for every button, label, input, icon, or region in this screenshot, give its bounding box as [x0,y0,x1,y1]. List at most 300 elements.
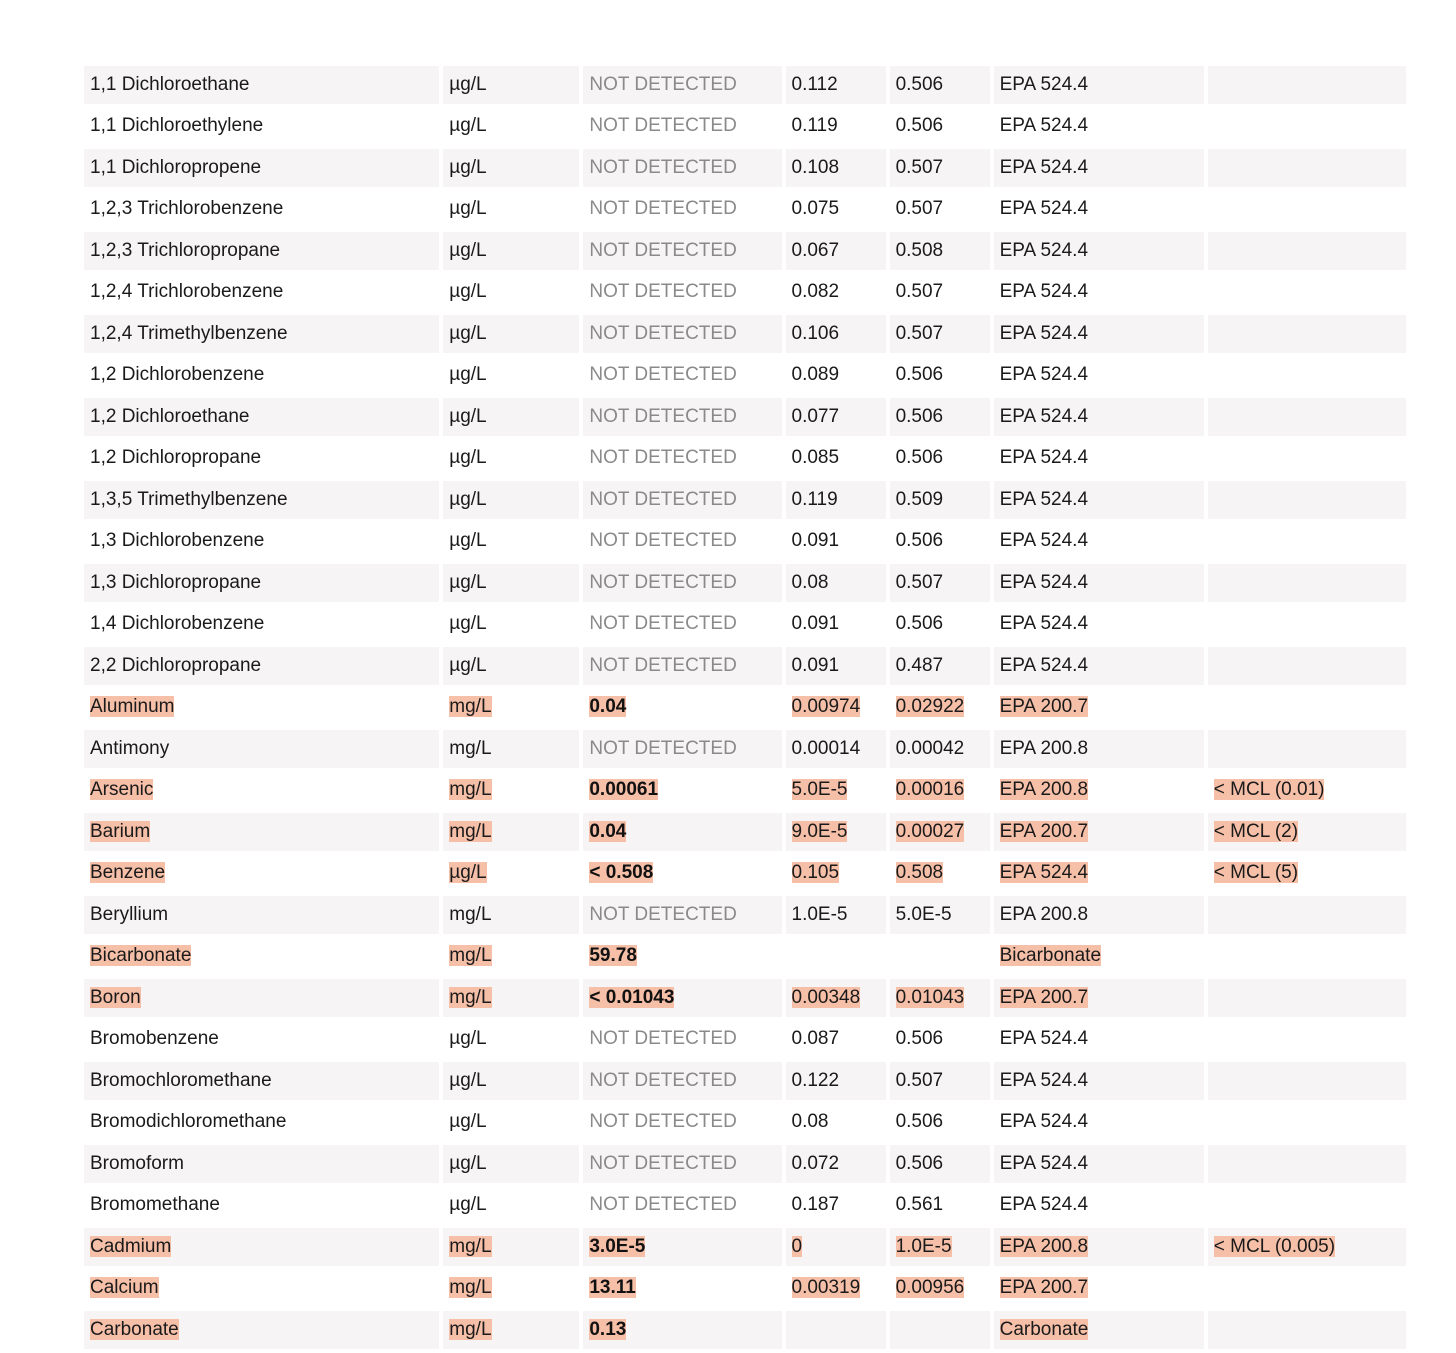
analyte-name [84,440,439,478]
mcl-note-cell [1208,647,1406,685]
unit-cell [443,1187,579,1225]
analyte-name [84,398,439,436]
mcl-note-cell [1208,606,1406,644]
unit-cell-text: mg/L [449,1318,492,1340]
mdl-cell-text: 0.00014 [791,737,861,759]
analyte-name [84,1311,439,1349]
mdl-cell-text: 0.075 [791,198,840,220]
rl-cell [890,274,990,312]
analyte-name [84,1104,439,1142]
result-cell-text: NOT DETECTED [589,364,737,386]
method-cell [994,274,1204,312]
result-cell-text: < 0.01043 [589,986,675,1008]
result-cell [583,730,781,768]
rl-cell-text: 0.506 [895,364,944,386]
unit-cell [443,523,579,561]
rl-cell [890,1187,990,1225]
method-cell-text: EPA 200.8 [999,903,1089,925]
mdl-cell-text: 0.072 [791,1152,840,1174]
result-cell-text: NOT DETECTED [589,447,737,469]
method-cell [994,772,1204,810]
unit-cell [443,357,579,395]
rl-cell [890,357,990,395]
method-cell [994,813,1204,851]
unit-cell-text: µg/L [449,447,487,469]
method-cell [994,564,1204,602]
method-cell [994,66,1204,104]
analyte-name [84,938,439,976]
method-cell-text: EPA 200.7 [999,986,1089,1008]
analyte-name [84,1062,439,1100]
unit-cell [443,1062,579,1100]
mcl-note-cell [1208,232,1406,270]
rl-cell-text: 0.508 [895,239,944,261]
result-cell-text: NOT DETECTED [589,1111,737,1133]
mdl-cell-text: 0.091 [791,613,840,635]
table-row [84,772,1406,810]
unit-cell [443,315,579,353]
rl-cell-text: 0.506 [895,1111,944,1133]
analyte-name [84,1021,439,1059]
result-cell [583,398,781,436]
result-cell-text: NOT DETECTED [589,1194,737,1216]
rl-cell-text: 5.0E-5 [895,903,952,925]
unit-cell [443,191,579,229]
result-cell [583,523,781,561]
analyte-name [84,481,439,519]
method-cell [994,357,1204,395]
analyte-name [84,772,439,810]
method-cell-text: EPA 200.8 [999,737,1089,759]
method-cell-text: EPA 524.4 [999,239,1089,261]
rl-cell-text: 0.507 [895,571,944,593]
table-row [84,1104,1406,1142]
mdl-cell [786,564,886,602]
rl-cell-text: 0.561 [895,1194,944,1216]
unit-cell-text: µg/L [449,654,487,676]
mdl-cell-text: 0.106 [791,322,840,344]
result-cell [583,1270,781,1308]
method-cell [994,1270,1204,1308]
result-cell [583,357,781,395]
mdl-cell-text: 0.089 [791,364,840,386]
method-cell-text: EPA 524.4 [999,1111,1089,1133]
rl-cell-text: 0.508 [895,862,944,884]
table-row [84,398,1406,436]
mcl-note-cell [1208,1104,1406,1142]
unit-cell-text: µg/L [449,1194,487,1216]
analyte-name-text: Benzene [90,862,166,884]
method-cell-text: EPA 200.8 [999,779,1089,801]
analyte-name-text: Beryllium [90,903,169,925]
result-cell-text: 59.78 [589,945,637,967]
method-cell [994,1187,1204,1225]
rl-cell [890,481,990,519]
mdl-cell-text: 0.087 [791,1028,840,1050]
method-cell-text: EPA 200.7 [999,1277,1089,1299]
analyte-name [84,315,439,353]
analyte-name [84,1145,439,1183]
result-cell [583,606,781,644]
method-cell-text: Carbonate [999,1318,1089,1340]
mcl-note-cell [1208,149,1406,187]
table-row [84,1062,1406,1100]
method-cell-text: EPA 524.4 [999,862,1089,884]
result-cell-text: NOT DETECTED [589,903,737,925]
mdl-cell [786,813,886,851]
table-row [84,357,1406,395]
table-row [84,1021,1406,1059]
rl-cell-text: 0.487 [895,654,944,676]
rl-cell [890,689,990,727]
method-cell-text: EPA 524.4 [999,1194,1089,1216]
rl-cell [890,315,990,353]
method-cell-text: EPA 524.4 [999,488,1089,510]
rl-cell-text: 0.02922 [895,696,965,718]
mdl-cell [786,357,886,395]
result-cell [583,1145,781,1183]
method-cell-text: Bicarbonate [999,945,1102,967]
unit-cell [443,1270,579,1308]
mcl-note-cell-text: < MCL (0.005) [1213,1235,1336,1257]
unit-cell-text: mg/L [449,1235,492,1257]
analyte-name-text: Bromomethane [90,1194,220,1216]
mcl-note-cell [1208,191,1406,229]
result-cell-text: NOT DETECTED [589,73,737,95]
method-cell [994,315,1204,353]
table-row [84,191,1406,229]
result-cell [583,232,781,270]
mcl-note-cell [1208,730,1406,768]
mcl-note-cell [1208,108,1406,146]
analyte-name-text: Bicarbonate [90,945,192,967]
mcl-note-cell [1208,564,1406,602]
mdl-cell [786,896,886,934]
table-row [84,523,1406,561]
unit-cell-text: µg/L [449,73,487,95]
analyte-name-text: Calcium [90,1277,159,1299]
table-row [84,66,1406,104]
analyte-name-text: Bromobenzene [90,1028,219,1050]
unit-cell [443,606,579,644]
method-cell [994,440,1204,478]
method-cell-text: EPA 524.4 [999,654,1089,676]
method-cell [994,1311,1204,1349]
unit-cell-text: mg/L [449,820,492,842]
analyte-name-text: 1,3 Dichloropropane [90,571,262,593]
result-cell-text: NOT DETECTED [589,281,737,303]
analyte-name [84,813,439,851]
rl-cell-text: 0.506 [895,530,944,552]
rl-cell-text: 0.507 [895,322,944,344]
mcl-note-cell [1208,1270,1406,1308]
unit-cell [443,232,579,270]
unit-cell-text: µg/L [449,156,487,178]
rl-cell-text: 0.506 [895,1028,944,1050]
mcl-note-cell [1208,1021,1406,1059]
unit-cell [443,938,579,976]
analyte-name-text: 1,2,4 Trichlorobenzene [90,281,284,303]
unit-cell-text: µg/L [449,198,487,220]
mdl-cell-text: 0.00348 [791,986,861,1008]
method-cell [994,855,1204,893]
method-cell-text: EPA 524.4 [999,73,1089,95]
result-cell [583,896,781,934]
rl-cell [890,66,990,104]
mdl-cell [786,979,886,1017]
mcl-note-cell [1208,274,1406,312]
result-cell [583,772,781,810]
mdl-cell [786,66,886,104]
unit-cell [443,398,579,436]
rl-cell [890,1145,990,1183]
unit-cell-text: µg/L [449,1069,487,1091]
rl-cell-text: 0.506 [895,73,944,95]
method-cell-text: EPA 524.4 [999,1152,1089,1174]
unit-cell-text: mg/L [449,696,492,718]
result-cell [583,689,781,727]
unit-cell-text: mg/L [449,903,492,925]
mdl-cell-text: 0.00319 [791,1277,861,1299]
rl-cell-text: 0.506 [895,447,944,469]
table-row [84,855,1406,893]
analyte-name-text: 1,2 Dichloroethane [90,405,250,427]
mdl-cell [786,606,886,644]
unit-cell-text: mg/L [449,737,492,759]
table-row [84,1311,1406,1349]
rl-cell [890,149,990,187]
table-row [84,730,1406,768]
table-row [84,938,1406,976]
result-cell-text: 0.04 [589,820,627,842]
table-row [84,606,1406,644]
mdl-cell [786,1021,886,1059]
analyte-name-text: Antimony [90,737,170,759]
mdl-cell-text: 0.082 [791,281,840,303]
rl-cell-text: 0.01043 [895,986,965,1008]
analyte-name-text: 1,1 Dichloroethane [90,73,250,95]
mcl-note-cell [1208,938,1406,976]
unit-cell [443,647,579,685]
rl-cell [890,108,990,146]
mcl-note-cell [1208,357,1406,395]
results-table [80,62,1410,1353]
mcl-note-cell [1208,772,1406,810]
result-cell [583,191,781,229]
unit-cell [443,66,579,104]
method-cell-text: EPA 524.4 [999,156,1089,178]
result-cell-text: < 0.508 [589,862,654,884]
mcl-note-cell [1208,1187,1406,1225]
mdl-cell-text: 0.091 [791,654,840,676]
result-cell [583,1021,781,1059]
analyte-name-text: 1,3,5 Trimethylbenzene [90,488,288,510]
result-cell [583,66,781,104]
unit-cell-text: µg/L [449,1152,487,1174]
result-cell-text: NOT DETECTED [589,322,737,344]
analyte-name-text: Aluminum [90,696,175,718]
results-body [84,66,1406,1349]
unit-cell-text: mg/L [449,945,492,967]
mcl-note-cell [1208,1062,1406,1100]
mcl-note-cell [1208,398,1406,436]
rl-cell [890,1104,990,1142]
mdl-cell [786,938,886,976]
result-cell [583,1187,781,1225]
table-row [84,232,1406,270]
rl-cell-text: 0.00956 [895,1277,965,1299]
analyte-name [84,523,439,561]
method-cell [994,1104,1204,1142]
mdl-cell [786,1062,886,1100]
table-row [84,440,1406,478]
mdl-cell [786,232,886,270]
rl-cell-text: 0.00042 [895,737,965,759]
unit-cell-text: µg/L [449,239,487,261]
mdl-cell [786,523,886,561]
rl-cell-text: 0.506 [895,1152,944,1174]
mdl-cell-text: 0.091 [791,530,840,552]
mcl-note-cell [1208,979,1406,1017]
rl-cell-text: 0.507 [895,1069,944,1091]
unit-cell-text: mg/L [449,779,492,801]
unit-cell [443,1104,579,1142]
method-cell [994,481,1204,519]
mdl-cell [786,855,886,893]
rl-cell [890,772,990,810]
rl-cell [890,1311,990,1349]
result-cell-text: NOT DETECTED [589,156,737,178]
mcl-note-cell [1208,523,1406,561]
mdl-cell-text: 0.119 [791,488,838,510]
rl-cell [890,896,990,934]
mcl-note-cell-text: < MCL (0.01) [1213,779,1325,801]
mcl-note-cell [1208,855,1406,893]
mdl-cell [786,481,886,519]
rl-cell [890,730,990,768]
result-cell-text: NOT DETECTED [589,488,737,510]
analyte-name [84,1270,439,1308]
mdl-cell [786,730,886,768]
table-row [84,813,1406,851]
analyte-name-text: Carbonate [90,1318,179,1340]
analyte-name [84,647,439,685]
table-row [84,564,1406,602]
unit-cell [443,149,579,187]
unit-cell [443,813,579,851]
analyte-name-text: Boron [90,986,141,1008]
analyte-name-text: Cadmium [90,1235,172,1257]
result-cell-text: NOT DETECTED [589,1028,737,1050]
unit-cell-text: µg/L [449,530,487,552]
rl-cell [890,979,990,1017]
unit-cell [443,274,579,312]
method-cell-text: EPA 524.4 [999,364,1089,386]
analyte-name-text: Barium [90,820,151,842]
rl-cell-text: 0.506 [895,115,944,137]
analyte-name-text: Bromochloromethane [90,1069,272,1091]
table-row [84,647,1406,685]
mdl-cell-text: 1.0E-5 [791,903,848,925]
result-cell-text: NOT DETECTED [589,1069,737,1091]
analyte-name [84,108,439,146]
analyte-name [84,191,439,229]
unit-cell [443,440,579,478]
mdl-cell-text: 0.122 [791,1069,840,1091]
rl-cell [890,191,990,229]
unit-cell-text: µg/L [449,1111,487,1133]
result-cell [583,315,781,353]
method-cell-text: EPA 200.8 [999,1235,1089,1257]
result-cell [583,1062,781,1100]
mdl-cell-text: 0 [791,1235,803,1257]
result-cell-text: NOT DETECTED [589,571,737,593]
method-cell [994,149,1204,187]
mdl-cell [786,1270,886,1308]
rl-cell-text: 0.00027 [895,820,965,842]
unit-cell-text: µg/L [449,1028,487,1050]
rl-cell-text: 0.506 [895,613,944,635]
result-cell-text: 3.0E-5 [589,1235,646,1257]
rl-cell-text: 0.506 [895,405,944,427]
analyte-name [84,149,439,187]
analyte-name [84,896,439,934]
result-cell-text: NOT DETECTED [589,405,737,427]
rl-cell [890,1270,990,1308]
method-cell [994,606,1204,644]
method-cell-text: EPA 524.4 [999,322,1089,344]
table-row [84,689,1406,727]
method-cell [994,1145,1204,1183]
mdl-cell [786,398,886,436]
mdl-cell-text: 0.085 [791,447,840,469]
table-row [84,1187,1406,1225]
table-row [84,149,1406,187]
unit-cell [443,564,579,602]
rl-cell-text: 0.507 [895,156,944,178]
result-cell-text: NOT DETECTED [589,613,737,635]
rl-cell [890,1062,990,1100]
mdl-cell-text: 0.00974 [791,696,861,718]
unit-cell [443,1145,579,1183]
analyte-name [84,232,439,270]
result-cell-text: NOT DETECTED [589,1152,737,1174]
rl-cell [890,647,990,685]
result-cell-text: NOT DETECTED [589,239,737,261]
table-row [84,274,1406,312]
method-cell-text: EPA 524.4 [999,613,1089,635]
result-cell-text: 0.13 [589,1318,627,1340]
analyte-name [84,1228,439,1266]
method-cell [994,896,1204,934]
mdl-cell [786,1228,886,1266]
unit-cell-text: µg/L [449,115,487,137]
mcl-note-cell [1208,1311,1406,1349]
result-cell [583,440,781,478]
result-cell-text: NOT DETECTED [589,530,737,552]
mdl-cell [786,772,886,810]
method-cell-text: EPA 524.4 [999,198,1089,220]
analyte-name [84,564,439,602]
result-cell [583,979,781,1017]
analyte-name-text: 2,2 Dichloropropane [90,654,262,676]
unit-cell [443,1228,579,1266]
mdl-cell [786,647,886,685]
mdl-cell [786,274,886,312]
unit-cell-text: µg/L [449,613,487,635]
mdl-cell-text: 0.067 [791,239,840,261]
unit-cell [443,108,579,146]
